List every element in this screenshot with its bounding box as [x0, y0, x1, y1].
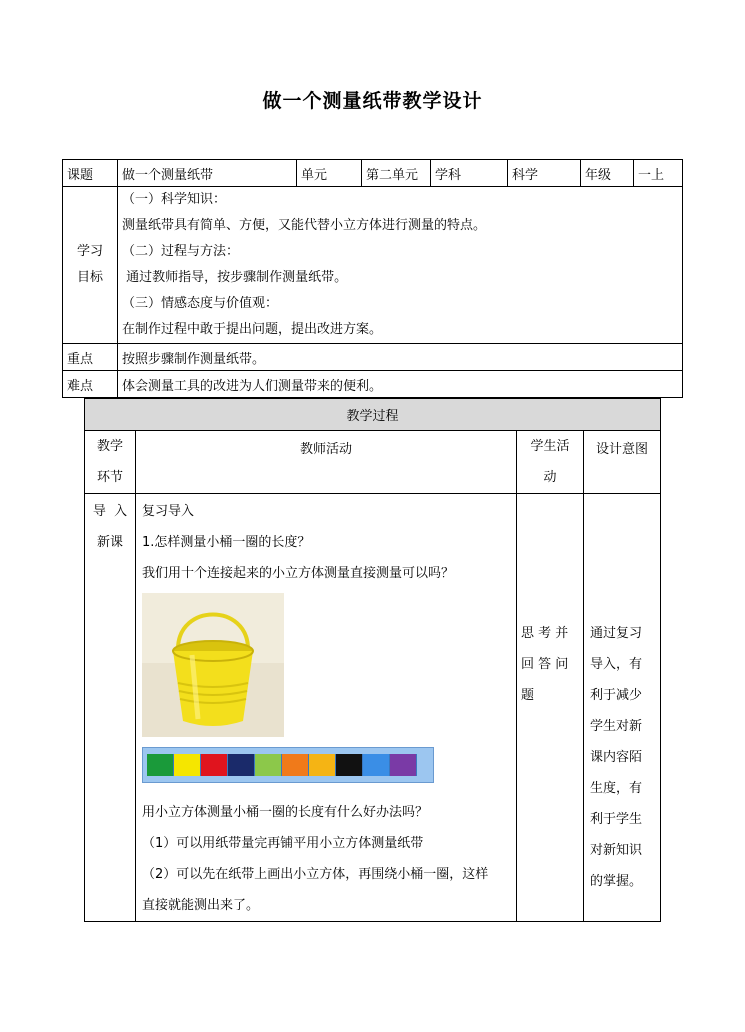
label-key-point: 重点	[63, 344, 118, 371]
intent-line: 通过复习	[590, 626, 643, 641]
cube	[228, 754, 255, 776]
col-stage-line2: 环节	[96, 470, 123, 485]
value-unit: 第二单元	[362, 160, 431, 187]
stage-line2: 新课	[96, 535, 123, 550]
design-intent-cell	[584, 494, 661, 922]
intent-line: 对新知识	[590, 843, 643, 858]
col-stage-header	[85, 431, 136, 494]
objective-line: 在制作过程中敢于提出问题，提出改进方案。	[122, 322, 383, 337]
cube	[174, 754, 201, 776]
teacher-line: （2）可以先在纸带上画出小立方体，再围绕小桶一圈，这样	[142, 867, 489, 882]
process-header: 教学过程	[85, 399, 661, 431]
bucket-image	[142, 593, 510, 741]
student-activity-cell	[517, 494, 584, 922]
stage-cell	[85, 494, 136, 922]
cube	[201, 754, 228, 776]
process-table	[84, 398, 661, 922]
objectives-content	[118, 187, 683, 344]
cube	[282, 754, 309, 776]
student-line: 回 答 问	[521, 657, 569, 672]
info-table	[62, 159, 683, 398]
label-objectives	[63, 187, 118, 344]
intent-line: 利于减少	[590, 688, 643, 703]
cube-strip-image	[142, 747, 510, 783]
objectives-label-line1: 学习	[76, 244, 103, 259]
col-stage-line1: 教学	[96, 439, 123, 454]
student-line: 思 考 并	[521, 626, 569, 641]
value-subject: 科学	[508, 160, 581, 187]
label-course: 课题	[63, 160, 118, 187]
objective-line: （二）过程与方法：	[122, 244, 240, 259]
cube	[336, 754, 363, 776]
col-student-line1: 学生活	[530, 439, 570, 454]
label-unit: 单元	[297, 160, 362, 187]
objectives-label-line2: 目标	[76, 270, 103, 285]
intent-line: 课内容陌	[590, 750, 643, 765]
teacher-line: 复习导入	[142, 504, 195, 519]
cube	[147, 754, 174, 776]
cube	[363, 754, 390, 776]
label-subject: 学科	[431, 160, 508, 187]
document-title: 做一个测量纸带教学设计	[262, 90, 483, 112]
teacher-line: 我们用十个连接起来的小立方体测量直接测量可以吗？	[142, 566, 455, 581]
col-intent-header: 设计意图	[584, 431, 661, 494]
intent-line: 导入，有	[590, 657, 643, 672]
objective-line: （一）科学知识：	[122, 192, 227, 207]
col-student-header	[517, 431, 584, 494]
col-student-line2: 动	[543, 470, 557, 485]
teacher-activity-cell	[136, 494, 517, 922]
key-point-text: 按照步骤制作测量纸带。	[118, 344, 683, 371]
intent-line: 的掌握。	[590, 874, 643, 889]
col-teacher-header: 教师活动	[136, 431, 517, 494]
value-grade: 一上	[634, 160, 683, 187]
teacher-line: 1.怎样测量小桶一圈的长度？	[142, 535, 311, 550]
teacher-line: 用小立方体测量小桶一圈的长度有什么好办法吗？	[142, 805, 429, 820]
cube	[309, 754, 336, 776]
cube-strip	[142, 747, 434, 783]
difficult-point-text: 体会测量工具的改进为人们测量带来的便利。	[118, 371, 683, 398]
intent-line: 生度，有	[590, 781, 643, 796]
intent-line: 学生对新	[590, 719, 643, 734]
value-course: 做一个测量纸带	[118, 160, 297, 187]
label-grade: 年级	[581, 160, 634, 187]
teacher-line: （1）可以用纸带量完再铺平用小立方体测量纸带	[142, 836, 424, 851]
objective-line: （三）情感态度与价值观：	[122, 296, 279, 311]
cube	[255, 754, 282, 776]
label-difficult-point: 难点	[63, 371, 118, 398]
intent-line: 利于学生	[590, 812, 643, 827]
student-line: 题	[521, 688, 535, 703]
objective-line: 通过教师指导，按步骤制作测量纸带。	[122, 270, 348, 285]
cube	[390, 754, 417, 776]
objective-line: 测量纸带具有简单、方便，又能代替小立方体进行测量的特点。	[122, 218, 487, 233]
stage-line1: 导 入	[92, 504, 128, 519]
teacher-line: 直接就能测出来了。	[142, 898, 260, 913]
